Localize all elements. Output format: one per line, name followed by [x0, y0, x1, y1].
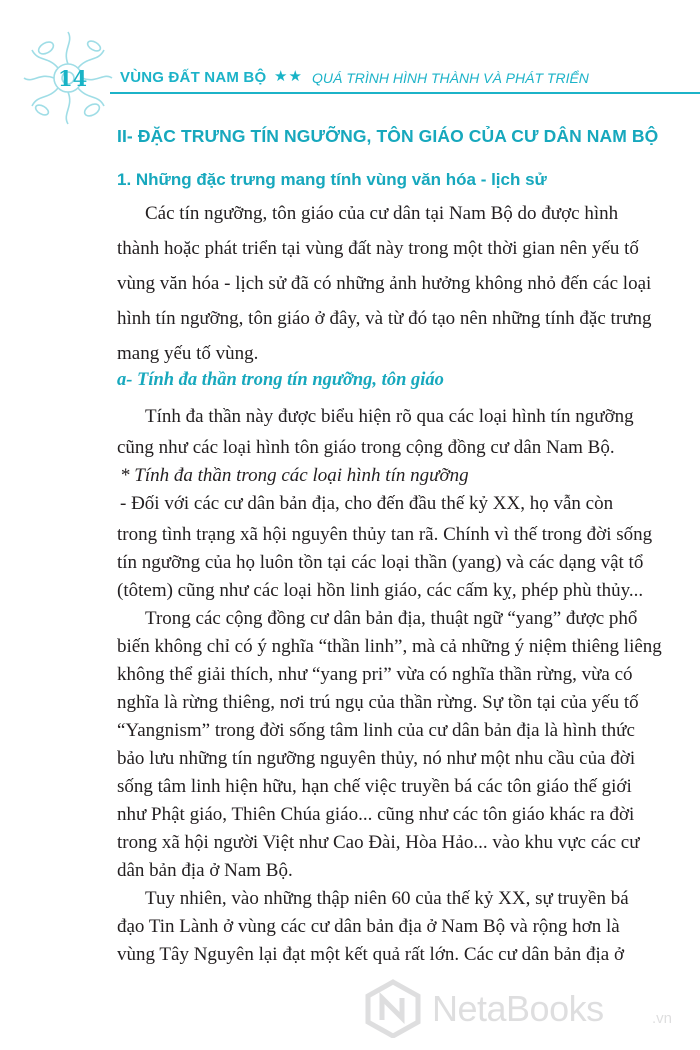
section-title: II- ĐẶC TRƯNG TÍN NGƯỠNG, TÔN GIÁO CỦA CƯ DÂN NAM BỘ — [117, 126, 659, 146]
subheading-a: a- Tính đa thần trong tín ngưỡng, tôn giáo — [117, 370, 444, 390]
watermark-suffix: .vn — [652, 1010, 673, 1027]
subsection-title: 1. Những đặc trưng mang tính vùng văn hóa - lịch sử — [117, 170, 547, 189]
paragraph-line: trong xã hội người Việt như Cao Đài, Hòa Hảo... vào khu vực các cư — [117, 832, 640, 853]
bullet-heading: * Tính đa thần trong các loại hình tín ngưỡng — [120, 465, 469, 486]
paragraph-line: Trong các cộng đồng cư dân bản địa, thuật ngữ “yang” được phổ — [145, 608, 638, 629]
paragraph-line: đạo Tin Lành ở vùng các cư dân bản địa ở Nam Bộ và rộng hơn là — [117, 916, 620, 937]
paragraph-line: Tuy nhiên, vào những thập niên 60 của thế kỷ XX, sự truyền bá — [145, 888, 629, 909]
paragraph-line: (tôtem) cũng như các loại hồn linh giáo, các cấm kỵ, phép phù thủy... — [117, 580, 644, 601]
paragraph-line: như Phật giáo, Thiên Chúa giáo... cũng như các tôn giáo khác ra đời — [117, 804, 635, 825]
paragraph-line: mang yếu tố vùng. — [117, 343, 259, 364]
paragraph-line: vùng Tây Nguyên lại đạt một kết quả rất lớn. Các cư dân bản địa ở — [117, 944, 625, 965]
paragraph-line: biến không chỉ có ý nghĩa “thần linh”, mà cả những ý niệm thiêng liêng — [117, 636, 662, 657]
paragraph-line: Các tín ngưỡng, tôn giáo của cư dân tại Nam Bộ do được hình — [145, 203, 619, 224]
header-divider — [110, 92, 700, 94]
paragraph-line: - Đối với các cư dân bản địa, cho đến đầu thế kỷ XX, họ vẫn còn — [120, 493, 614, 514]
paragraph-line: tín ngưỡng của họ luôn tồn tại các loại thần (yang) và các dạng vật tổ — [117, 552, 644, 573]
paragraph-line: Tính đa thần này được biểu hiện rõ qua các loại hình tín ngưỡng — [145, 406, 634, 427]
paragraph-line: vùng văn hóa - lịch sử đã có những ảnh hưởng không nhỏ đến các loại — [117, 273, 652, 294]
paragraph-line: cũng như các loại hình tôn giáo trong cộng đồng cư dân Nam Bộ. — [117, 437, 615, 458]
watermark-text: NetaBooks — [432, 988, 604, 1029]
book-title: VÙNG ĐẤT NAM BỘ — [120, 69, 267, 86]
paragraph-line: không thể giải thích, như “yang pri” vừa có nghĩa thần rừng, vừa có — [117, 664, 633, 685]
paragraph-line: nghĩa là rừng thiêng, nơi trú ngụ của thần rừng. Sự tồn tại của yếu tố — [117, 692, 639, 713]
paragraph-line: trong tình trạng xã hội nguyên thủy tan rã. Chính vì thế trong đời sống — [117, 524, 653, 545]
netabooks-watermark — [362, 978, 692, 1038]
paragraph-line: bảo lưu những tín ngưỡng nguyên thủy, nó như một nhu cầu của đời — [117, 748, 636, 769]
netabooks-logo-icon — [362, 978, 424, 1038]
paragraph-line: hình tín ngưỡng, tôn giáo ở đây, và từ đó tạo nên những tính đặc trưng — [117, 308, 652, 329]
running-header — [0, 64, 700, 92]
book-subtitle: QUÁ TRÌNH HÌNH THÀNH VÀ PHÁT TRIỂN — [312, 70, 589, 86]
star-icons: ★★ — [274, 68, 303, 85]
paragraph-line: sống tâm linh hiện hữu, hạn chế việc truyền bá các tôn giáo thế giới — [117, 776, 632, 797]
page-number: 14 — [58, 66, 88, 91]
paragraph-line: dân bản địa ở Nam Bộ. — [117, 860, 293, 881]
paragraph-line: “Yangnism” trong đời sống tâm linh của cư dân bản địa là hình thức — [117, 720, 635, 741]
paragraph-line: thành hoặc phát triển tại vùng đất này trong một thời gian nên yếu tố — [117, 238, 639, 259]
